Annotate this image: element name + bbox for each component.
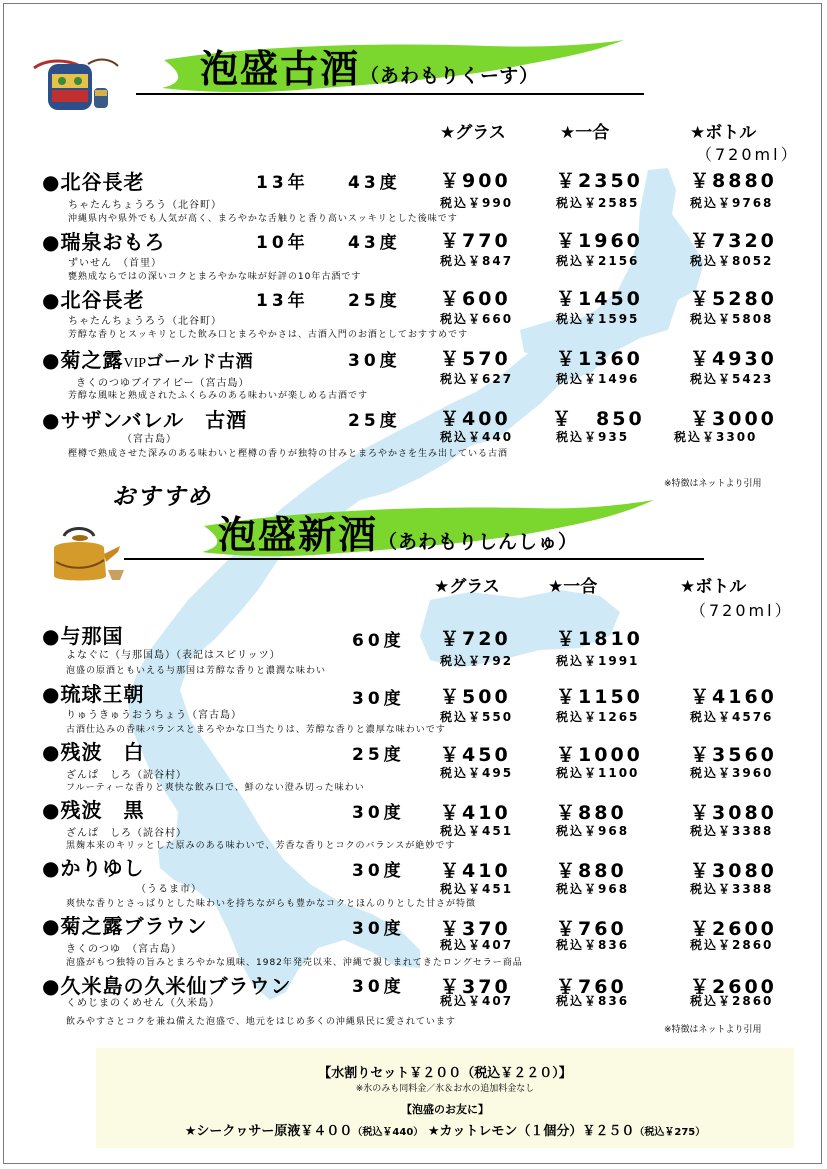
price-bottle: ￥3080 xyxy=(690,802,777,824)
awamori-kettle-illustration xyxy=(46,524,126,584)
item-reading: よなぐに（与那国島）（表記はスピリッツ） xyxy=(66,650,281,661)
price-bottle: ￥4160 xyxy=(690,686,777,708)
price-glass: ￥600 xyxy=(440,288,511,310)
price-bottle: ￥8880 xyxy=(690,170,777,192)
item-name: ●残波 白 xyxy=(42,740,145,764)
title-reading: （あわもりしんしゅ） xyxy=(378,531,579,553)
price-bottle: ￥3560 xyxy=(690,744,777,766)
tax-bottle: 税込￥3300 xyxy=(674,430,758,444)
tax-glass: 税込￥451 xyxy=(440,882,514,896)
item-description: 芳醇な風味と熟成されたふくらみのある味わいが楽しめる古酒です xyxy=(68,391,369,401)
price-glass: ￥770 xyxy=(440,230,511,252)
item-degree: 60度 xyxy=(352,631,405,651)
mizuwari-set-title: 【水割りセット￥２００（税込￥２２０）】 xyxy=(318,1066,572,1081)
price-glass: ￥900 xyxy=(440,170,511,192)
item-description: 泡盛がもつ独特の旨みとまろやかな風味、1982年発売以来、沖縄で親しまれてきたロングセラー商品 xyxy=(66,958,523,968)
item-reading: ざんぱ しろ（読谷村） xyxy=(66,828,187,839)
price-ichigo: ￥1000 xyxy=(556,744,643,766)
col-header-bottle: ★ボトル xyxy=(680,577,747,597)
item-name: ●琉球王朝 xyxy=(42,682,145,706)
col-header-bottle-size: （720ml） xyxy=(696,145,800,164)
item-name-sub: ゴールド古酒 xyxy=(146,352,254,372)
item-description: 樫樽で熟成させた深みのある味わいと樫樽の香りが独特の甘みとまろやかさを生み出している古酒 xyxy=(68,449,509,459)
price-bottle: ￥3080 xyxy=(690,860,777,882)
tax-glass: 税込￥451 xyxy=(440,824,514,838)
item-name: ●与那国 xyxy=(42,624,124,648)
item-description: 泡盛の原酒ともいえる与那国は芳醇な香りと濃潤な味わい xyxy=(66,666,327,676)
item-reading: （宮古島） xyxy=(122,434,177,445)
price-bottle: ￥3000 xyxy=(690,408,777,430)
item-name: ●かりゆし xyxy=(42,856,145,880)
item-name: ●北谷長老 xyxy=(42,288,145,312)
section-title-new xyxy=(218,504,578,559)
item-description: フルーティーな香りと爽快な飲み口で、鮮のない澄み切った味わい xyxy=(66,783,365,793)
col-header-ichigo: ★一合 xyxy=(560,123,610,143)
section-title-old xyxy=(200,38,539,93)
price-bottle: ￥7320 xyxy=(690,230,777,252)
item-reading: くめじまのくめせん（久米島） xyxy=(66,998,220,1009)
price-ichigo: ￥1960 xyxy=(556,230,643,252)
tax-ichigo: 税込￥1100 xyxy=(556,766,640,780)
price-bottle: ￥5280 xyxy=(690,288,777,310)
price-ichigo: ￥880 xyxy=(556,860,627,882)
tax-glass: 税込￥407 xyxy=(440,938,514,952)
title-text: 泡盛新酒 xyxy=(218,513,379,557)
item-degree: 30度 xyxy=(352,919,405,939)
cut-lemon-item: ★カットレモン（１個分）￥２５０ xyxy=(427,1124,635,1139)
tax-ichigo: 税込￥1496 xyxy=(556,372,640,386)
tax-glass: 税込￥847 xyxy=(440,254,514,268)
price-glass: ￥500 xyxy=(440,686,511,708)
item-name: ●北谷長老 xyxy=(42,170,145,194)
tax-ichigo: 税込￥968 xyxy=(556,882,630,896)
price-ichigo: ￥1450 xyxy=(556,288,643,310)
item-age: 13年 xyxy=(256,291,309,311)
tax-bottle: 税込￥2860 xyxy=(690,938,774,952)
item-description: 沖縄県内や県外でも人気が高く、まろやかな舌触りと香り高いスッキリとした後味です xyxy=(68,214,458,224)
price-glass: ￥450 xyxy=(440,744,511,766)
col-header-bottle: ★ボトル xyxy=(690,123,757,143)
tax-glass: 税込￥990 xyxy=(440,196,514,210)
item-age: 10年 xyxy=(256,233,309,253)
item-description: 飲みやすさとコクを兼ね備えた泡盛で、地元をはじめ多くの沖縄県民に愛されています xyxy=(66,1017,456,1027)
title-text: 泡盛古酒 xyxy=(200,47,361,91)
source-note-old: ※特徴はネットより引用 xyxy=(664,479,762,489)
price-ichigo: ￥1150 xyxy=(556,686,643,708)
item-name: ●サザンバレル 古酒 xyxy=(42,408,248,432)
tax-bottle: 税込￥3960 xyxy=(690,766,774,780)
price-ichigo: ￥760 xyxy=(556,976,627,998)
mizuwari-set-note: ※氷のみも同料金／氷＆お水の追加料金なし xyxy=(355,1084,535,1094)
awamori-pot-illustration xyxy=(28,52,120,114)
price-glass: ￥370 xyxy=(440,976,511,998)
tax-ichigo: 税込￥2585 xyxy=(556,196,640,210)
item-degree: 25度 xyxy=(348,291,401,311)
item-reading: （うるま市） xyxy=(136,884,202,895)
side-items-heading: 【泡盛のお友に】 xyxy=(401,1103,489,1116)
tax-ichigo: 税込￥1991 xyxy=(556,654,640,668)
source-note-new: ※特徴はネットより引用 xyxy=(664,1025,762,1035)
item-description: 黒麹本来のキリッとした原みのある味わいで、芳香な香りとコクのバランスが絶妙です xyxy=(66,841,456,851)
price-glass: ￥720 xyxy=(440,628,511,650)
tax-ichigo: 税込￥1265 xyxy=(556,710,640,724)
item-reading: ずいせん （首里） xyxy=(68,258,162,269)
tax-glass: 税込￥495 xyxy=(440,766,514,780)
price-ichigo: ￥ 850 xyxy=(552,408,645,430)
shikuwasa-item: ★シークヮサー原液￥４００ xyxy=(184,1124,353,1139)
shikuwasa-tax: （税込￥440） xyxy=(352,1127,424,1138)
item-degree: 43度 xyxy=(348,173,401,193)
item-description: 甕熟成ならではの深いコクとまろやかな味が好評の10年古酒です xyxy=(68,272,362,282)
tax-bottle: 税込￥2860 xyxy=(690,994,774,1008)
price-glass: ￥570 xyxy=(440,348,511,370)
item-reading: ちゃたんちょうろう（北谷町） xyxy=(68,316,222,327)
col-header-glass: ★グラス xyxy=(434,577,500,597)
item-name-main: ●菊之露 xyxy=(42,348,124,372)
item-reading: りゅうきゅうおうちょう（宮古島） xyxy=(66,710,242,721)
col-header-glass: ★グラス xyxy=(440,123,506,143)
price-glass: ￥400 xyxy=(440,408,511,430)
item-name-vip: VIP xyxy=(123,356,147,371)
item-name: ●久米島の久米仙ブラウン xyxy=(42,974,292,998)
item-description: 古酒仕込みの香味バランスとまろやかな口当たりは、芳醇な香りと濃厚な味わいです xyxy=(66,725,446,735)
item-name: ●菊之露ブラウン xyxy=(42,914,208,938)
title-underline-new xyxy=(124,558,704,560)
col-header-ichigo: ★一合 xyxy=(548,577,598,597)
item-reading: ざんぱ しろ（読谷村） xyxy=(66,770,187,781)
item-reading: きくのつゆブイアイピー（宮古島） xyxy=(76,378,250,389)
price-glass: ￥410 xyxy=(440,860,511,882)
cut-lemon-tax: （税込￥275） xyxy=(634,1127,706,1138)
tax-bottle: 税込￥9768 xyxy=(690,196,774,210)
item-degree: 43度 xyxy=(348,233,401,253)
side-items-line xyxy=(96,1120,794,1139)
tax-glass: 税込￥407 xyxy=(440,994,514,1008)
tax-ichigo: 税込￥836 xyxy=(556,938,630,952)
item-age: 13年 xyxy=(256,173,309,193)
price-ichigo: ￥760 xyxy=(556,918,627,940)
price-ichigo: ￥1360 xyxy=(556,348,643,370)
tax-glass: 税込￥792 xyxy=(440,654,514,668)
price-ichigo: ￥1810 xyxy=(556,628,643,650)
tax-ichigo: 税込￥836 xyxy=(556,994,630,1008)
tax-bottle: 税込￥4576 xyxy=(690,710,774,724)
item-description: 爽快な香りとさっぱりとした味わいを持ちながらも豊かなコクとほんのりとした甘さが特徴 xyxy=(66,899,477,909)
tax-bottle: 税込￥3388 xyxy=(690,824,774,838)
tax-bottle: 税込￥5423 xyxy=(690,372,774,386)
item-name xyxy=(42,344,254,373)
price-bottle: ￥4930 xyxy=(690,348,777,370)
price-bottle: ￥2600 xyxy=(690,918,777,940)
item-degree: 30度 xyxy=(348,351,401,371)
tax-bottle: 税込￥5808 xyxy=(690,312,774,326)
price-bottle: ￥2600 xyxy=(690,976,777,998)
item-degree: 30度 xyxy=(352,977,405,997)
tax-ichigo: 税込￥2156 xyxy=(556,254,640,268)
title-reading: （あわもりくーす） xyxy=(360,65,540,87)
tax-glass: 税込￥440 xyxy=(440,430,514,444)
tax-glass: 税込￥627 xyxy=(440,372,514,386)
tax-bottle: 税込￥8052 xyxy=(690,254,774,268)
price-ichigo: ￥2350 xyxy=(556,170,643,192)
item-degree: 25度 xyxy=(348,411,401,431)
item-reading: きくのつゆ （宮古島） xyxy=(66,944,182,955)
tax-ichigo: 税込￥935 xyxy=(556,430,630,444)
price-glass: ￥410 xyxy=(440,802,511,824)
item-degree: 25度 xyxy=(352,745,405,765)
tax-glass: 税込￥550 xyxy=(440,710,514,724)
item-degree: 30度 xyxy=(352,689,405,709)
item-name: ●残波 黒 xyxy=(42,798,145,822)
col-header-bottle-size: （720ml） xyxy=(690,601,794,620)
item-degree: 30度 xyxy=(352,803,405,823)
item-reading: ちゃたんちょうろう（北谷町） xyxy=(68,200,222,211)
tax-ichigo: 税込￥968 xyxy=(556,824,630,838)
tax-ichigo: 税込￥1595 xyxy=(556,312,640,326)
tax-bottle: 税込￥3388 xyxy=(690,882,774,896)
tax-glass: 税込￥660 xyxy=(440,312,514,326)
mizuwari-set-box xyxy=(96,1048,794,1148)
title-underline-old xyxy=(136,93,644,95)
price-glass: ￥370 xyxy=(440,918,511,940)
item-degree: 30度 xyxy=(352,861,405,881)
recommend-label: おすすめ xyxy=(112,484,213,510)
item-name: ●瑞泉おもろ xyxy=(42,230,166,254)
item-description: 芳醇な香りとスッキリとした飲み口とまろやかさは、古酒入門のお酒としておすすめです xyxy=(68,330,469,340)
price-ichigo: ￥880 xyxy=(556,802,627,824)
